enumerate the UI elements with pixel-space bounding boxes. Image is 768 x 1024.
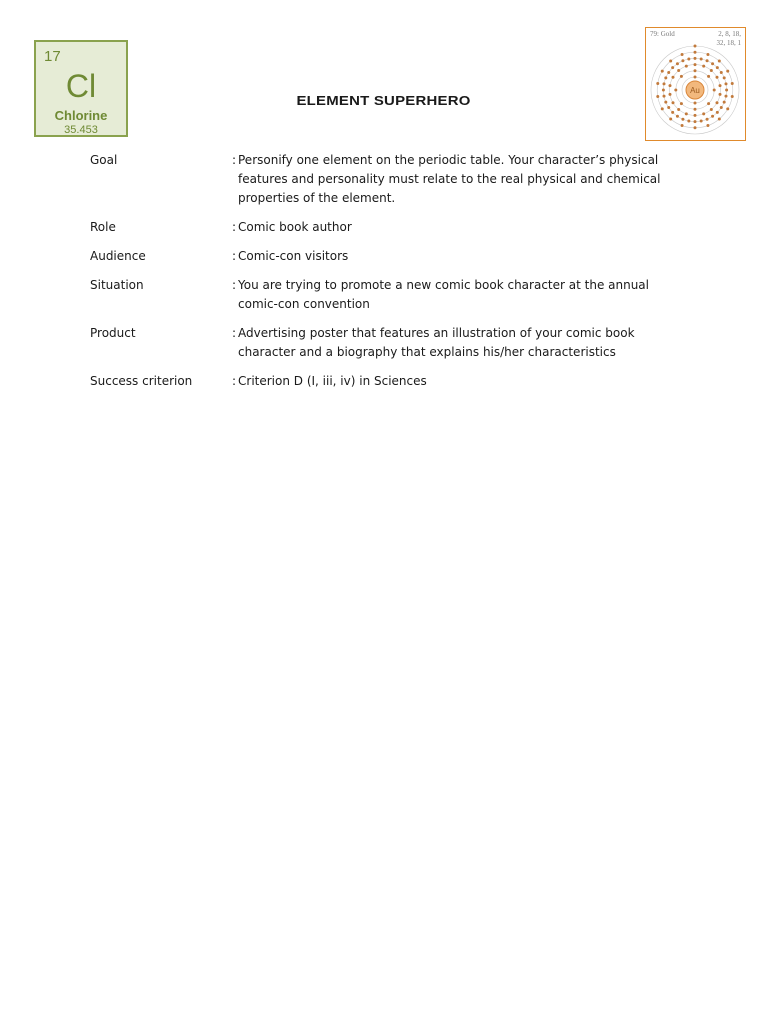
electron [694, 57, 697, 60]
electron [672, 101, 675, 104]
bohr-shell-config-line1: 2, 8, 18, [718, 30, 741, 38]
task-value [232, 276, 690, 314]
electron [720, 106, 723, 109]
electron [694, 102, 697, 105]
task-row-product [90, 324, 690, 362]
electron [719, 84, 722, 87]
electron [716, 66, 719, 69]
electron [724, 82, 727, 85]
electron [694, 51, 697, 54]
gold-bohr-diagram [645, 27, 746, 141]
electron [720, 71, 723, 74]
task-value [232, 218, 690, 237]
electron [664, 101, 667, 104]
task-text: Comic-con visitors [238, 249, 349, 263]
task-text: You are trying to promote a new comic book character at the annual comic-con convention [238, 278, 649, 311]
task-row-audience [90, 247, 690, 266]
electron [677, 108, 680, 111]
task-row-role [90, 218, 690, 237]
task-value [232, 151, 690, 208]
electron [671, 66, 674, 69]
atomic-number: 17 [44, 48, 61, 65]
task-label: Audience [90, 249, 146, 263]
electron [718, 117, 721, 120]
grasps-task-list [90, 151, 690, 401]
electron [726, 107, 729, 110]
electron [706, 124, 709, 127]
colon-separator: : [232, 374, 237, 388]
electron [726, 70, 729, 73]
electron [662, 89, 665, 92]
electron [674, 89, 677, 92]
electron [716, 76, 719, 79]
electron [725, 89, 728, 92]
electron [710, 69, 713, 72]
task-row-success-criterion [90, 372, 690, 391]
electron [716, 111, 719, 114]
task-value [232, 324, 690, 362]
electron [676, 62, 679, 65]
electron [664, 76, 667, 79]
task-text: Personify one element on the periodic table. Your character’s physical features and personality must relate to the real physical and chemical properties of the element. [238, 153, 661, 205]
electron [700, 58, 703, 61]
electron [719, 93, 722, 96]
task-label: Role [90, 220, 116, 234]
task-text: Criterion D (I, iii, iv) in Sciences [238, 374, 427, 388]
electron [706, 53, 709, 56]
electron [702, 65, 705, 68]
element-name: Chlorine [54, 108, 108, 123]
colon-separator: : [232, 326, 237, 340]
electron [661, 70, 664, 73]
electron [656, 95, 659, 98]
electron [694, 45, 697, 48]
task-label: Success criterion [90, 374, 193, 388]
electron [723, 101, 726, 104]
electron [656, 82, 659, 85]
electron [707, 75, 710, 78]
electron [716, 101, 719, 104]
task-text: Advertising poster that features an illustration of your comic book character and a biography that explains his/her characteristics [238, 326, 635, 359]
electron [680, 75, 683, 78]
electron [724, 95, 727, 98]
electron [694, 108, 697, 111]
colon-separator: : [232, 153, 237, 167]
electron [681, 59, 684, 62]
electron [681, 118, 684, 121]
electron [671, 111, 674, 114]
task-row-situation [90, 276, 690, 314]
colon-separator: : [232, 220, 237, 234]
electron [687, 58, 690, 61]
electron [711, 62, 714, 65]
element-symbol: Cl [65, 68, 97, 104]
electron [731, 95, 734, 98]
electron [661, 107, 664, 110]
bohr-atom-drawing [646, 42, 744, 138]
electron [706, 118, 709, 121]
electron [672, 76, 675, 79]
bohr-shell-config-line2: 32, 18, 1 [716, 39, 741, 47]
electron [668, 84, 671, 87]
electron [718, 60, 721, 63]
electron [694, 120, 697, 123]
electron [676, 115, 679, 118]
electron [706, 59, 709, 62]
colon-separator: : [232, 249, 237, 263]
electron [687, 119, 690, 122]
electron [669, 60, 672, 63]
electron [694, 63, 697, 66]
atomic-mass: 35.453 [64, 124, 98, 136]
electron [681, 53, 684, 56]
electron [694, 76, 697, 79]
electron [667, 106, 670, 109]
electron [702, 112, 705, 115]
electron [663, 82, 666, 85]
electron [668, 93, 671, 96]
electron [694, 114, 697, 117]
task-label: Goal [90, 153, 118, 167]
electron [667, 71, 670, 74]
electron [713, 89, 716, 92]
electron [680, 102, 683, 105]
electron [694, 69, 697, 72]
nucleus-symbol: Au [690, 86, 700, 95]
electron [663, 95, 666, 98]
electron [707, 102, 710, 105]
task-row-goal [90, 151, 690, 208]
electron [710, 108, 713, 111]
task-text: Comic book author [238, 220, 352, 234]
electron [681, 124, 684, 127]
electron [711, 115, 714, 118]
task-label: Situation [90, 278, 144, 292]
bohr-element-label: 79: Gold [650, 30, 675, 38]
electron [700, 119, 703, 122]
page-title: ELEMENT SUPERHERO [296, 93, 471, 108]
chlorine-element-tile [34, 40, 128, 137]
electron [685, 65, 688, 68]
electron [694, 126, 697, 129]
task-value [232, 372, 690, 391]
electron [677, 69, 680, 72]
electron [723, 76, 726, 79]
task-label: Product [90, 326, 136, 340]
task-value [232, 247, 690, 266]
colon-separator: : [232, 278, 237, 292]
electron [669, 117, 672, 120]
electron [685, 112, 688, 115]
electron [731, 82, 734, 85]
